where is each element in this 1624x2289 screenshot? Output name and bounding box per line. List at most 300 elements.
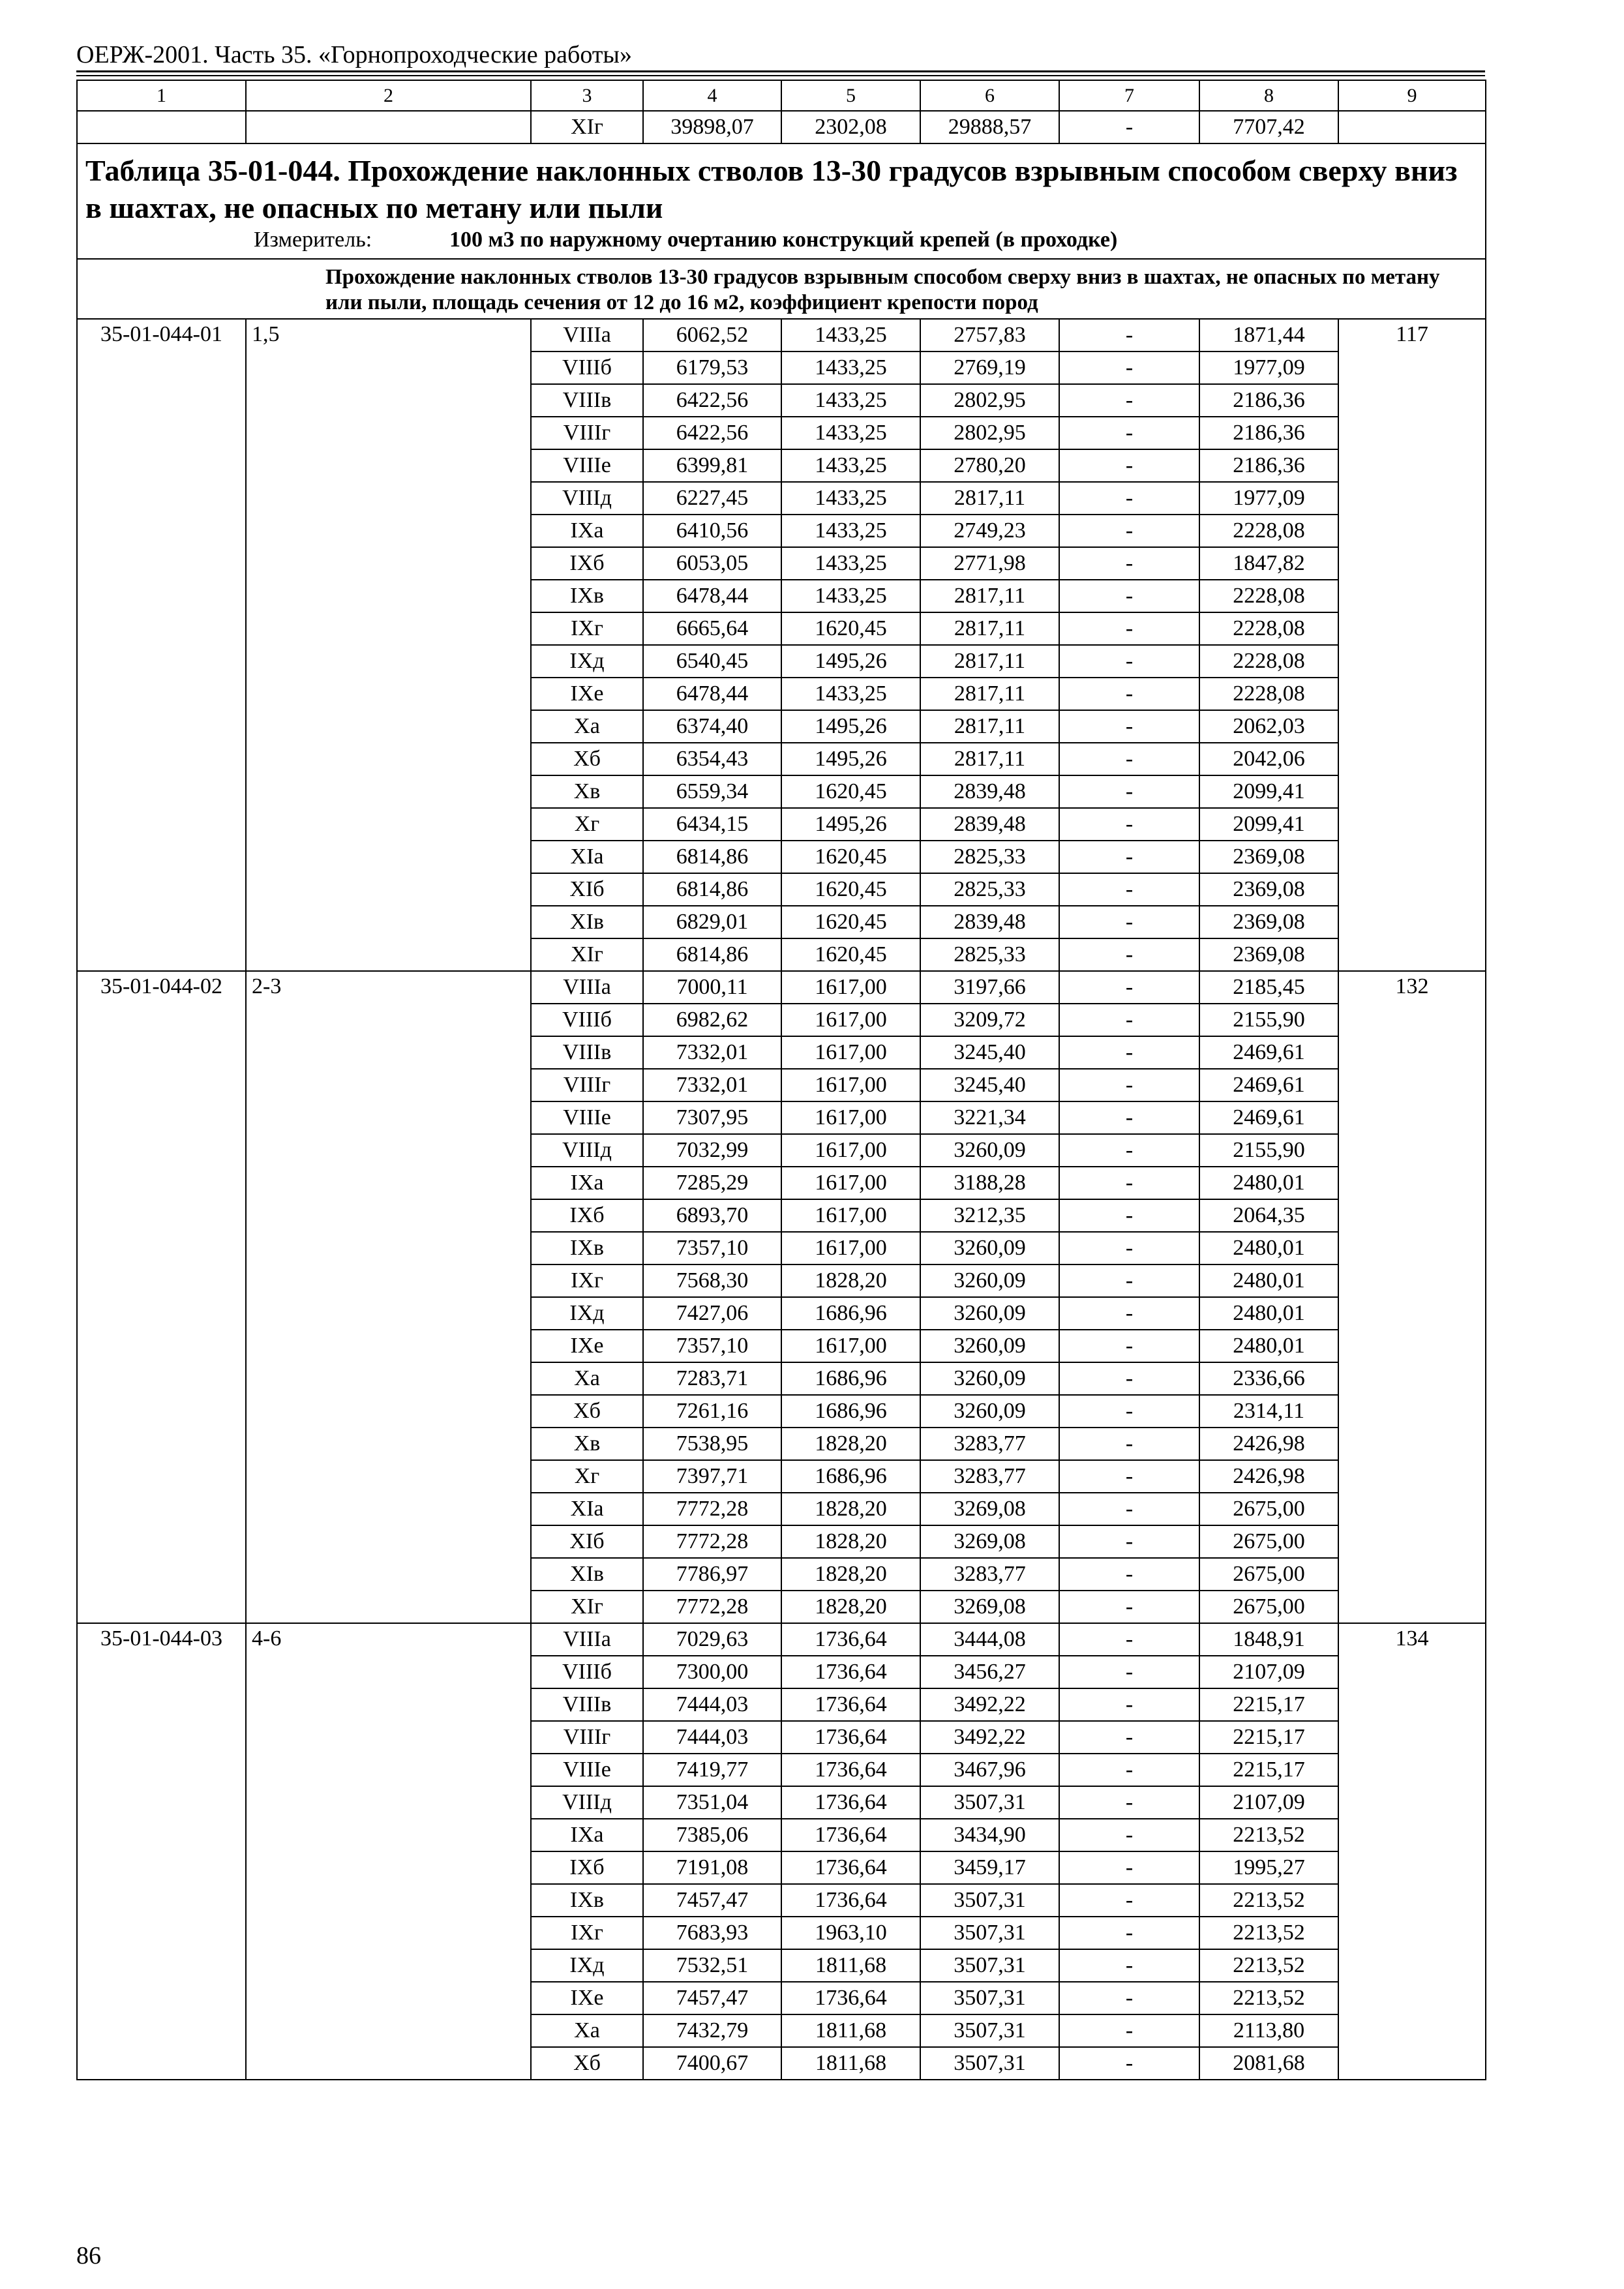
table-cell <box>77 1688 246 1721</box>
table-cell <box>246 1264 531 1297</box>
table-cell: - <box>1059 1851 1199 1884</box>
table-cell: 1828,20 <box>781 1264 920 1297</box>
rock-category: IXд <box>531 1297 643 1330</box>
table-cell: 1871,44 <box>1199 319 1338 352</box>
column-number: 2 <box>246 80 531 111</box>
table-cell <box>1338 352 1486 384</box>
table-row <box>77 1297 1486 1330</box>
table-cell: 6814,86 <box>643 841 781 873</box>
table-cell: 3188,28 <box>920 1167 1059 1199</box>
table-cell: 1433,25 <box>781 580 920 612</box>
table-row <box>77 1884 1486 1917</box>
table-cell <box>77 645 246 678</box>
rock-category: IXа <box>531 1167 643 1199</box>
norm-code: 35-01-044-03 <box>77 1623 246 1656</box>
table-cell <box>246 1330 531 1362</box>
table-cell: - <box>1059 1721 1199 1754</box>
table-row <box>77 1395 1486 1428</box>
table-cell: 1847,82 <box>1199 547 1338 580</box>
table-cell <box>77 906 246 938</box>
table-cell: 1977,09 <box>1199 482 1338 515</box>
table-cell <box>246 775 531 808</box>
table-cell: 2817,11 <box>920 580 1059 612</box>
table-cell <box>1338 1101 1486 1134</box>
rock-category: IXе <box>531 1982 643 2014</box>
rock-category: XIб <box>531 1525 643 1558</box>
table-cell: 2155,90 <box>1199 1134 1338 1167</box>
rock-category: VIIIг <box>531 1069 643 1101</box>
table-cell: - <box>1059 1656 1199 1688</box>
table-cell <box>77 1949 246 1982</box>
table-cell: 2480,01 <box>1199 1297 1338 1330</box>
table-row <box>77 873 1486 906</box>
table-cell: 7457,47 <box>643 1884 781 1917</box>
table-cell: 6422,56 <box>643 417 781 449</box>
meter-label: Измеритель: <box>254 227 372 252</box>
table-cell: 1617,00 <box>781 1036 920 1069</box>
table-cell: 3245,40 <box>920 1036 1059 1069</box>
table-cell <box>77 1330 246 1362</box>
table-cell <box>77 1558 246 1591</box>
table-title-cell <box>77 143 1486 259</box>
table-cell: - <box>1059 743 1199 775</box>
table-cell: 39898,07 <box>643 111 781 143</box>
table-cell <box>77 1721 246 1754</box>
table-cell: - <box>1059 547 1199 580</box>
rock-category: VIIIе <box>531 1101 643 1134</box>
table-cell <box>77 1460 246 1493</box>
table-cell <box>246 1656 531 1688</box>
table-cell <box>77 2014 246 2047</box>
table-cell: 2817,11 <box>920 678 1059 710</box>
table-row <box>77 1851 1486 1884</box>
table-cell: - <box>1059 417 1199 449</box>
table-cell: 2228,08 <box>1199 612 1338 645</box>
table-cell: 3459,17 <box>920 1851 1059 1884</box>
table-cell <box>77 1134 246 1167</box>
table-cell <box>77 111 246 143</box>
table-cell: 6179,53 <box>643 352 781 384</box>
table-cell: 1811,68 <box>781 2014 920 2047</box>
table-row <box>77 1036 1486 1069</box>
table-cell <box>1338 1199 1486 1232</box>
table-cell <box>246 1460 531 1493</box>
table-row <box>77 1525 1486 1558</box>
description-row <box>77 259 1486 319</box>
table-cell: - <box>1059 1297 1199 1330</box>
table-cell: - <box>1059 1232 1199 1264</box>
table-cell: 1617,00 <box>781 1232 920 1264</box>
table-cell: 2817,11 <box>920 710 1059 743</box>
table-row <box>77 1167 1486 1199</box>
table-cell: 7261,16 <box>643 1395 781 1428</box>
table-cell: 1686,96 <box>781 1362 920 1395</box>
rock-category: VIIIа <box>531 1623 643 1656</box>
table-cell: 3283,77 <box>920 1558 1059 1591</box>
table-cell <box>246 1688 531 1721</box>
table-cell: 1828,20 <box>781 1591 920 1623</box>
rock-category: XIа <box>531 841 643 873</box>
table-cell: 2825,33 <box>920 841 1059 873</box>
rock-category: IXе <box>531 678 643 710</box>
table-cell <box>246 1167 531 1199</box>
table-cell: 7786,97 <box>643 1558 781 1591</box>
table-row <box>77 841 1486 873</box>
table-cell <box>1338 1036 1486 1069</box>
table-cell: 2215,17 <box>1199 1721 1338 1754</box>
table-cell <box>1338 1884 1486 1917</box>
rock-category: IXг <box>531 612 643 645</box>
table-cell <box>77 808 246 841</box>
table-cell <box>77 938 246 971</box>
table-cell: 2369,08 <box>1199 841 1338 873</box>
rock-category: VIIIд <box>531 1786 643 1819</box>
table-cell: 1617,00 <box>781 1004 920 1036</box>
table-cell <box>246 1493 531 1525</box>
table-cell: 7357,10 <box>643 1330 781 1362</box>
table-row <box>77 710 1486 743</box>
table-cell <box>246 1134 531 1167</box>
table-cell <box>77 710 246 743</box>
table-cell: 3467,96 <box>920 1754 1059 1786</box>
table-cell: 2155,90 <box>1199 1004 1338 1036</box>
table-cell: 2817,11 <box>920 612 1059 645</box>
table-cell: - <box>1059 2047 1199 2080</box>
table-cell: 1617,00 <box>781 1199 920 1232</box>
table-cell: 2769,19 <box>920 352 1059 384</box>
table-cell <box>1338 1851 1486 1884</box>
table-cell: 1686,96 <box>781 1460 920 1493</box>
rock-category: XIг <box>531 938 643 971</box>
table-cell: 6829,01 <box>643 906 781 938</box>
table-cell <box>246 710 531 743</box>
table-cell <box>246 1851 531 1884</box>
table-cell <box>77 1884 246 1917</box>
table-cell: 3209,72 <box>920 1004 1059 1036</box>
table-cell: - <box>1059 873 1199 906</box>
table-cell: - <box>1059 1688 1199 1721</box>
table-cell: 6410,56 <box>643 515 781 547</box>
table-cell <box>1338 1134 1486 1167</box>
table-cell: 6478,44 <box>643 678 781 710</box>
table-cell: 7400,67 <box>643 2047 781 2080</box>
table-cell: 2215,17 <box>1199 1754 1338 1786</box>
rock-category: IXв <box>531 1884 643 1917</box>
table-cell: 2839,48 <box>920 808 1059 841</box>
table-cell <box>246 1982 531 2014</box>
table-cell: 3507,31 <box>920 1786 1059 1819</box>
table-cell: 2802,95 <box>920 417 1059 449</box>
table-row <box>77 1656 1486 1688</box>
table-cell: 3197,66 <box>920 971 1059 1004</box>
table-cell: 7772,28 <box>643 1525 781 1558</box>
table-cell: 3507,31 <box>920 1982 1059 2014</box>
rock-category: VIIIа <box>531 319 643 352</box>
table-cell: 2215,17 <box>1199 1688 1338 1721</box>
table-cell: 6559,34 <box>643 775 781 808</box>
table-cell <box>1338 1428 1486 1460</box>
table-cell: 2213,52 <box>1199 1917 1338 1949</box>
table-cell: 7538,95 <box>643 1428 781 1460</box>
table-cell: 2062,03 <box>1199 710 1338 743</box>
table-cell: 3507,31 <box>920 1917 1059 1949</box>
table-cell <box>77 1656 246 1688</box>
table-cell: 2426,98 <box>1199 1460 1338 1493</box>
meter-value: 100 м3 по наружному очертанию конструкций крепей (в проходке) <box>449 227 1118 252</box>
table-cell <box>77 1199 246 1232</box>
table-cell: 3212,35 <box>920 1199 1059 1232</box>
norm-parameter: 1,5 <box>246 319 531 352</box>
table-cell: 1828,20 <box>781 1558 920 1591</box>
table-cell <box>1338 1167 1486 1199</box>
table-cell: 3492,22 <box>920 1688 1059 1721</box>
table-row <box>77 1134 1486 1167</box>
table-cell: - <box>1059 1101 1199 1134</box>
rock-category: IXг <box>531 1917 643 1949</box>
table-title: Таблица 35-01-044. Прохождение наклонных стволов 13-30 градусов взрывным способом сверху вниз в шахтах, не опасных по метану или пыли <box>85 153 1458 224</box>
table-cell: - <box>1059 449 1199 482</box>
table-cell: 3283,77 <box>920 1460 1059 1493</box>
table-cell: 1848,91 <box>1199 1623 1338 1656</box>
table-cell: 2480,01 <box>1199 1167 1338 1199</box>
table-cell: 7307,95 <box>643 1101 781 1134</box>
norms-table <box>76 80 1486 2080</box>
table-cell: 6814,86 <box>643 938 781 971</box>
table-row <box>77 2047 1486 2080</box>
table-cell <box>1338 1395 1486 1428</box>
norm-code: 35-01-044-02 <box>77 971 246 1004</box>
table-cell: 1977,09 <box>1199 352 1338 384</box>
table-cell: 1617,00 <box>781 1330 920 1362</box>
table-cell: - <box>1059 319 1199 352</box>
table-cell: 1620,45 <box>781 841 920 873</box>
table-cell: 2185,45 <box>1199 971 1338 1004</box>
table-cell: 3507,31 <box>920 2047 1059 2080</box>
table-cell: 2213,52 <box>1199 1819 1338 1851</box>
table-cell: 7444,03 <box>643 1688 781 1721</box>
table-cell: - <box>1059 938 1199 971</box>
column-number-row <box>77 80 1486 111</box>
column-number: 1 <box>77 80 246 111</box>
table-row <box>77 808 1486 841</box>
table-cell: - <box>1059 971 1199 1004</box>
rock-category: XIа <box>531 1493 643 1525</box>
column-number: 4 <box>643 80 781 111</box>
table-row <box>77 1917 1486 1949</box>
table-cell: - <box>1059 1917 1199 1949</box>
table-row <box>77 1623 1486 1656</box>
norm-column9: 117 <box>1338 319 1486 352</box>
table-cell <box>1338 1493 1486 1525</box>
table-cell: 1736,64 <box>781 1623 920 1656</box>
rock-category: IXа <box>531 1819 643 1851</box>
table-cell <box>77 1004 246 1036</box>
table-row <box>77 547 1486 580</box>
table-cell: - <box>1059 1982 1199 2014</box>
table-cell <box>1338 1264 1486 1297</box>
table-cell <box>77 1167 246 1199</box>
table-cell: 6354,43 <box>643 743 781 775</box>
table-row <box>77 1004 1486 1036</box>
table-cell <box>1338 417 1486 449</box>
table-cell: 2749,23 <box>920 515 1059 547</box>
table-cell <box>77 1395 246 1428</box>
norm-parameter: 2-3 <box>246 971 531 1004</box>
table-cell: 2426,98 <box>1199 1428 1338 1460</box>
rock-category: IXе <box>531 1330 643 1362</box>
table-cell: 2064,35 <box>1199 1199 1338 1232</box>
table-cell <box>77 515 246 547</box>
table-cell <box>246 1754 531 1786</box>
table-cell: 2099,41 <box>1199 808 1338 841</box>
table-cell: 2228,08 <box>1199 515 1338 547</box>
page-number: 86 <box>76 2242 101 2269</box>
table-cell <box>1338 1362 1486 1395</box>
table-row <box>77 1428 1486 1460</box>
table-row <box>77 612 1486 645</box>
table-cell: 3260,09 <box>920 1362 1059 1395</box>
table-cell: 3260,09 <box>920 1297 1059 1330</box>
table-cell <box>1338 1297 1486 1330</box>
rock-category: XIв <box>531 906 643 938</box>
table-cell: 3456,27 <box>920 1656 1059 1688</box>
table-cell: 7029,63 <box>643 1623 781 1656</box>
table-cell: - <box>1059 1167 1199 1199</box>
table-cell <box>1338 1688 1486 1721</box>
table-cell: 7707,42 <box>1199 111 1338 143</box>
table-cell <box>246 873 531 906</box>
table-cell <box>246 743 531 775</box>
table-cell: 1995,27 <box>1199 1851 1338 1884</box>
table-cell <box>246 1069 531 1101</box>
norm-column9: 134 <box>1338 1623 1486 1656</box>
table-cell <box>246 515 531 547</box>
table-cell <box>1338 2014 1486 2047</box>
table-cell: - <box>1059 2014 1199 2047</box>
table-cell: 2825,33 <box>920 938 1059 971</box>
table-cell <box>1338 1656 1486 1688</box>
table-cell: 2213,52 <box>1199 1884 1338 1917</box>
rock-category: Xа <box>531 710 643 743</box>
table-cell <box>246 1525 531 1558</box>
table-cell: 1495,26 <box>781 645 920 678</box>
table-cell: 2480,01 <box>1199 1232 1338 1264</box>
table-cell: 1433,25 <box>781 547 920 580</box>
table-cell <box>77 873 246 906</box>
table-cell: 1736,64 <box>781 1819 920 1851</box>
table-cell <box>1338 1949 1486 1982</box>
table-cell: 1433,25 <box>781 449 920 482</box>
table-row <box>77 1558 1486 1591</box>
table-cell <box>1338 710 1486 743</box>
table-cell: 6434,15 <box>643 808 781 841</box>
table-cell <box>77 547 246 580</box>
table-cell: 3269,08 <box>920 1525 1059 1558</box>
table-cell <box>1338 1591 1486 1623</box>
table-cell: - <box>1059 1949 1199 1982</box>
table-cell: 1433,25 <box>781 319 920 352</box>
table-cell <box>246 808 531 841</box>
table-cell: 7532,51 <box>643 1949 781 1982</box>
table-cell <box>1338 547 1486 580</box>
table-cell <box>246 1297 531 1330</box>
table-cell: 2107,09 <box>1199 1656 1338 1688</box>
rock-category: Xа <box>531 1362 643 1395</box>
header-rule-bottom <box>76 75 1485 76</box>
table-cell: 1617,00 <box>781 1167 920 1199</box>
rock-category: IXд <box>531 1949 643 1982</box>
rock-category: Xб <box>531 743 643 775</box>
table-cell: - <box>1059 1199 1199 1232</box>
table-cell: 29888,57 <box>920 111 1059 143</box>
table-cell: - <box>1059 1623 1199 1656</box>
table-cell <box>246 1395 531 1428</box>
table-cell: - <box>1059 384 1199 417</box>
table-cell: 1811,68 <box>781 1949 920 1982</box>
table-cell: 1686,96 <box>781 1297 920 1330</box>
table-cell <box>1338 2047 1486 2080</box>
table-cell <box>246 482 531 515</box>
table-cell: - <box>1059 906 1199 938</box>
table-cell <box>246 1004 531 1036</box>
table-cell: 2099,41 <box>1199 775 1338 808</box>
table-cell: 2081,68 <box>1199 2047 1338 2080</box>
table-cell: - <box>1059 1362 1199 1395</box>
table-cell: 3245,40 <box>920 1069 1059 1101</box>
table-cell: 2213,52 <box>1199 1982 1338 2014</box>
table-row <box>77 2014 1486 2047</box>
table-cell <box>246 938 531 971</box>
table-row <box>77 1199 1486 1232</box>
table-cell: 2369,08 <box>1199 938 1338 971</box>
rock-category: VIIIе <box>531 449 643 482</box>
table-cell: 7683,93 <box>643 1917 781 1949</box>
table-cell <box>246 1428 531 1460</box>
table-cell: - <box>1059 1525 1199 1558</box>
table-cell: 1495,26 <box>781 710 920 743</box>
table-cell: 6053,05 <box>643 547 781 580</box>
table-cell: 2675,00 <box>1199 1591 1338 1623</box>
column-number: 7 <box>1059 80 1199 111</box>
table-cell: - <box>1059 1558 1199 1591</box>
rock-category: VIIIв <box>531 384 643 417</box>
table-cell: 7332,01 <box>643 1069 781 1101</box>
table-cell <box>246 1558 531 1591</box>
table-cell <box>77 1362 246 1395</box>
table-row <box>77 1786 1486 1819</box>
table-cell: - <box>1059 678 1199 710</box>
table-cell: 2817,11 <box>920 482 1059 515</box>
rock-category: VIIIб <box>531 1656 643 1688</box>
rock-category: VIIIв <box>531 1036 643 1069</box>
table-cell: 1736,64 <box>781 1656 920 1688</box>
table-cell <box>77 1297 246 1330</box>
table-row <box>77 1819 1486 1851</box>
table-cell: 6374,40 <box>643 710 781 743</box>
table-cell: - <box>1059 1493 1199 1525</box>
table-cell <box>246 384 531 417</box>
table-cell <box>246 1786 531 1819</box>
table-cell <box>1338 384 1486 417</box>
table-cell <box>246 1101 531 1134</box>
rock-category: VIIIб <box>531 1004 643 1036</box>
table-row <box>77 645 1486 678</box>
rock-category: VIIIг <box>531 417 643 449</box>
norm-parameter: 4-6 <box>246 1623 531 1656</box>
table-cell: 6227,45 <box>643 482 781 515</box>
table-cell: 1828,20 <box>781 1493 920 1525</box>
rock-category: VIIIе <box>531 1754 643 1786</box>
